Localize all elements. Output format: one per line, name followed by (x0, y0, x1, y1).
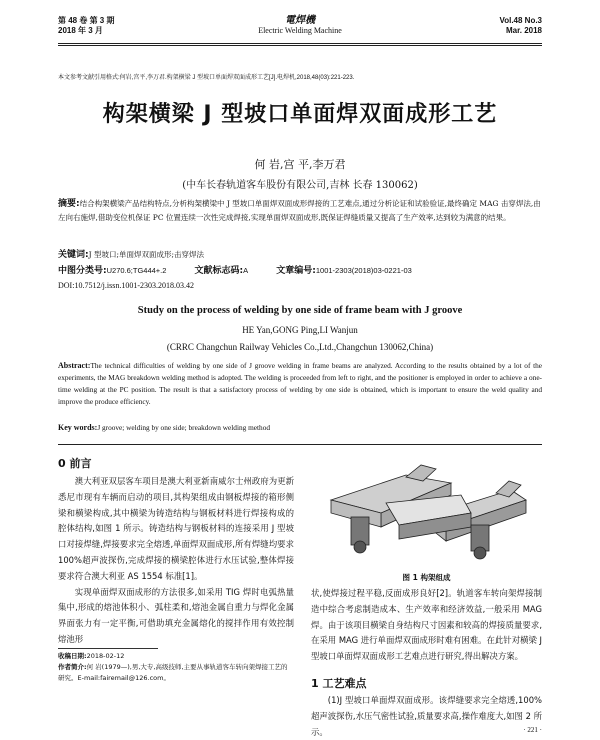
abstract-cn-text: 结合构架横梁产品结构特点,分析构架横梁中 J 型坡口单面焊双面成形焊接的工艺难点,通过分析论证和试验验证,最终确定 MAG 击穿焊法,由左向右施焊,借助变位机保证 PC 位置连续一次性完成焊接,实现单面焊双面成形,既保证焊缝质量又提高了生产效率,达到较为满意的结果。 (58, 199, 541, 222)
keywords-en-label: Key words: (58, 423, 98, 432)
abstract-divider (58, 444, 542, 445)
running-header (58, 16, 542, 42)
author-bio-label: 作者简介: (58, 663, 87, 671)
header-vol-en (499, 16, 542, 36)
doi: DOI:10.7512/j.issn.1001-2303.2018.03.42 (58, 281, 194, 290)
page-number: · 221 · (523, 726, 542, 734)
section-0-heading: 0 前言 (58, 457, 92, 470)
received-date: 2018-02-12 (86, 652, 125, 660)
authors-en: HE Yan,GONG Ping,LI Wanjun (242, 325, 358, 335)
section-1-body (311, 693, 542, 740)
header-date-cn: 2018 年 3 月 (58, 26, 103, 35)
classification-meta (58, 263, 542, 276)
figure-1-caption: 图 1 构架组成 (402, 573, 451, 582)
section-0-paragraph-1: 澳大利亚双层客车项目是澳大利亚新南威尔士州政府为更新悉尼市现有车辆而启动的项目,其构架组成由钢板焊接的箱形侧梁和横梁构成,其中横梁为铸造结构与钢板材料进行焊接构成的腔体结构,如图 1 所示。铸造结构与钢板材料的连接采用 J 型坡口对接焊缝,焊接要求完全熔透,单面焊双面成形,所有焊缝均要求 100%超声波探伤,完成焊接的横梁腔体进行水压试验,整体焊接要求符合澳大利亚 AS 1554 标准[1]。 (58, 476, 294, 581)
abstract-en-label: Abstract: (58, 361, 91, 370)
doc-code-value: A (243, 266, 249, 275)
affiliation-en: (CRRC Changchun Railway Vehicles Co.,Ltd.,Changchun 130062,China) (166, 342, 434, 352)
received-label: 收稿日期: (58, 652, 87, 660)
abstract-en (58, 360, 542, 408)
right-column-body (311, 586, 542, 665)
abstract-cn (58, 197, 542, 224)
footnote-author (58, 662, 294, 684)
doc-code-label: 文献标志码: (194, 266, 244, 276)
header-rule-thin (58, 45, 542, 46)
keywords-cn-label: 关键词: (58, 250, 89, 260)
left-column-body (58, 474, 294, 648)
keywords-en-text: J groove; welding by one side; breakdown welding method (97, 423, 270, 432)
header-journal (58, 16, 542, 36)
footnote (58, 651, 294, 684)
keywords-en (58, 423, 542, 432)
clc-value: U270.6;TG444+.2 (106, 266, 167, 275)
header-date-en: Mar. 2018 (505, 26, 542, 35)
authors-cn: 何 岩,宫 平,李万君 (254, 158, 346, 171)
header-rule (58, 43, 542, 44)
section-1-heading: 1 工艺难点 (311, 677, 367, 690)
abstract-en-text: The technical difficulties of welding by one side of J groove welding in frame beams are analyzed. According to the results obtained by a lot of the experiments, the MAG breakdown welding method is adopted. The welding is proceeded from left to right, and the positioner is employed in order to achieve a one-time welding at the PC position. The result is that a satisfactory process of welding by one side is obtained, which is important to ensure the weld quality and improve the produce efficiency. (58, 361, 542, 406)
affiliation-cn: (中车长春轨道客车股份有限公司,吉林 长春 130062) (182, 180, 418, 191)
footnote-rule (58, 648, 158, 649)
section-0-paragraph-2: 实现单面焊双面成形的方法很多,如采用 TIG 焊时电弧热量集中,形成的熔池体积小、弧柱柔和,熔池金属自重力与焊化金属界面张力有一定平衡,可借助填充金属熔化的搅拌作用有效控制熔池形 (58, 586, 294, 644)
citation-format: 本文参考文献引用格式:何岩,宫平,李万君.构架横梁 J 型坡口单面焊双面成形工艺[J].电焊机,2018,48(03):221-223. (58, 75, 355, 81)
paper-title-cn: 构架横梁 J 型坡口单面焊双面成形工艺 (102, 102, 498, 127)
clc-label: 中图分类号: (58, 266, 107, 276)
journal-name-cn: 電焊機 (285, 15, 315, 26)
header-vol-no: Vol.48 No.3 (499, 16, 542, 25)
keywords-cn-text: J 型坡口;单面焊双面成形;击穿焊法 (88, 250, 205, 259)
keywords-cn (58, 247, 542, 260)
header-volume-issue: 第 48 卷 第 3 期 (58, 16, 115, 25)
paper-title-en: Study on the process of welding by one side of frame beam with J groove (137, 305, 463, 316)
journal-name-en: Electric Welding Machine (258, 26, 342, 35)
article-id-value: 1001-2303(2018)03-0221-03 (315, 266, 412, 275)
author-bio-text: 何 岩(1979—),男,大专,高级技师,主要从事轨道客车转向架焊接工艺的研究。E-mail:fairemail@126.com。 (58, 663, 288, 682)
article-id-label: 文章编号: (276, 266, 316, 276)
right-column-paragraph: 状,使焊接过程平稳,反面成形良好[2]。轨道客车转向架焊接制造中综合考虑制造成本、生产效率和经济效益,一般采用 MAG 焊。由于该项目横梁自身结构尺寸因素和较高的焊接质量要求,在采用 MAG 进行单面焊双面成形时难有困难。在此针对横梁 J 型坡口单面焊双面成形工艺难点进行研究,得出解决方案。 (311, 588, 542, 662)
abstract-cn-label: 摘要: (58, 199, 80, 209)
figure-1-frame-image (311, 455, 542, 563)
section-1-paragraph-1: (1)J 型坡口单面焊双面成形。该焊缝要求完全熔透,100%超声波探伤,水压气密性试验,质量要求高,操作难度大,如图 2 所示。 (311, 695, 542, 737)
footnote-received (58, 651, 294, 662)
